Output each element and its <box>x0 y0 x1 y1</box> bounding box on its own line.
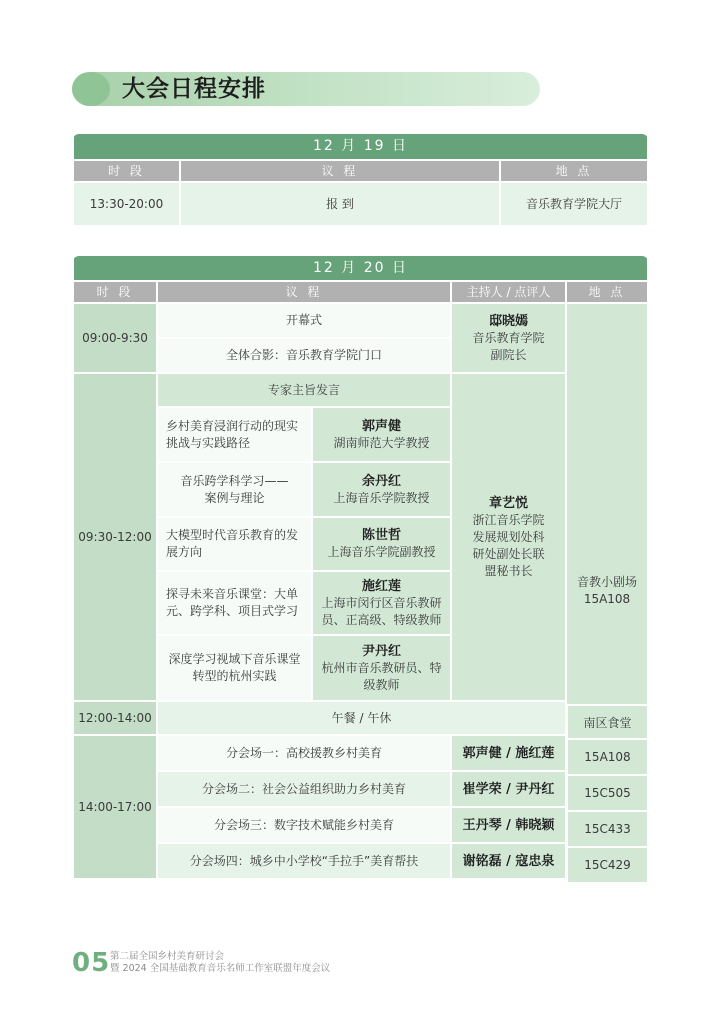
talk-speaker <box>312 571 451 635</box>
location-session-4: 15C429 <box>566 846 647 882</box>
talk-topic: 探寻未来音乐课堂：大单元、跨学科、项目式学习 <box>157 571 312 635</box>
speaker-name: 郭声健 <box>361 418 401 434</box>
talk-speaker <box>312 462 451 517</box>
agenda-cell: 报 到 <box>180 182 500 226</box>
host-cell <box>451 303 566 373</box>
page-number: 05 <box>72 948 111 978</box>
speaker-name: 尹丹红 <box>361 643 401 659</box>
time-cell: 12:00-14:00 <box>73 701 157 735</box>
schedule-table-day2 <box>72 256 649 880</box>
column-header-agenda: 议 程 <box>180 160 500 182</box>
agenda-item: 开幕式 <box>157 303 451 338</box>
column-header-location: 地 点 <box>500 160 648 182</box>
date-header: 12 月 20 日 <box>73 256 648 281</box>
host-title: 音乐教育学院副院长 <box>472 330 545 362</box>
time-cell: 09:00-9:30 <box>73 303 157 373</box>
column-header-location: 地 点 <box>566 281 648 303</box>
schedule-table-day1 <box>72 134 649 227</box>
speaker-affiliation: 上海音乐学院教授 <box>333 490 430 505</box>
agenda-item: 全体合影：音乐教育学院门口 <box>157 338 451 373</box>
talk-topic: 大模型时代音乐教育的发展方向 <box>157 517 312 571</box>
speaker-name: 余丹红 <box>361 473 401 489</box>
column-header-agenda: 议 程 <box>157 281 451 303</box>
speaker-name: 施红莲 <box>361 578 401 594</box>
time-cell: 09:30-12:00 <box>73 373 157 701</box>
session-agenda: 分会场一：高校援教乡村美育 <box>157 735 451 771</box>
speaker-affiliation: 湖南师范大学教授 <box>333 435 430 450</box>
page-title: 大会日程安排 <box>122 76 266 102</box>
speaker-name: 陈世哲 <box>361 528 401 543</box>
time-cell: 13:30-20:00 <box>73 182 180 226</box>
session-host: 谢铭磊 / 寇忠泉 <box>451 843 566 879</box>
session-host: 郭声健 / 施红莲 <box>451 735 566 771</box>
talk-speaker <box>312 407 451 462</box>
location-cell-main: 音教小剧场15A108 <box>566 303 648 879</box>
session-host: 王丹琴 / 韩晓颖 <box>451 807 566 843</box>
location-lunch: 南区食堂 <box>566 704 647 738</box>
location-session-3: 15C433 <box>566 810 647 846</box>
speaker-affiliation: 上海音乐学院副教授 <box>327 545 436 559</box>
location-session-2: 15C505 <box>566 774 647 810</box>
talk-topic: 深度学习视域下音乐课堂转型的杭州实践 <box>157 635 312 701</box>
section-heading: 专家主旨发言 <box>157 373 451 407</box>
host-name: 邸晓嫣 <box>488 313 528 329</box>
time-cell: 14:00-17:00 <box>73 735 157 879</box>
footer-line-2: 暨 2024 全国基础教育音乐名师工作室联盟年度会议 <box>110 963 331 974</box>
location-cell: 音乐教育学院大厅 <box>500 182 648 226</box>
column-header-time: 时 段 <box>73 160 180 182</box>
speaker-affiliation: 杭州市音乐教研员、特级教师 <box>321 660 442 692</box>
agenda-cell: 午餐 / 午休 <box>157 701 566 735</box>
location-session-1: 15A108 <box>566 738 647 774</box>
talk-topic: 音乐跨学科学习——案例与理论 <box>157 462 312 517</box>
talk-topic: 乡村美育浸润行动的现实挑战与实践路径 <box>157 407 312 462</box>
session-agenda: 分会场二：社会公益组织助力乡村美育 <box>157 771 451 807</box>
speaker-affiliation: 上海市闵行区音乐教研员、正高级、特级教师 <box>321 595 442 627</box>
column-header-host: 主持人 / 点评人 <box>451 281 566 303</box>
footer-caption <box>110 951 330 975</box>
session-agenda: 分会场三：数字技术赋能乡村美育 <box>157 807 451 843</box>
footer-line-1: 第二届全国乡村美育研讨会 <box>110 951 225 962</box>
talk-speaker <box>312 517 451 571</box>
session-host: 崔学荣 / 尹丹红 <box>451 771 566 807</box>
host-name: 章艺悦 <box>488 495 528 511</box>
column-header-time: 时 段 <box>73 281 157 303</box>
talk-speaker <box>312 635 451 701</box>
banner-dot <box>72 72 110 106</box>
host-cell <box>451 373 566 701</box>
date-header: 12 月 19 日 <box>73 134 648 160</box>
host-title: 浙江音乐学院发展规划处科研处副处长联盟秘书长 <box>472 512 545 578</box>
session-agenda: 分会场四：城乡中小学校“手拉手”美育帮扶 <box>157 843 451 879</box>
